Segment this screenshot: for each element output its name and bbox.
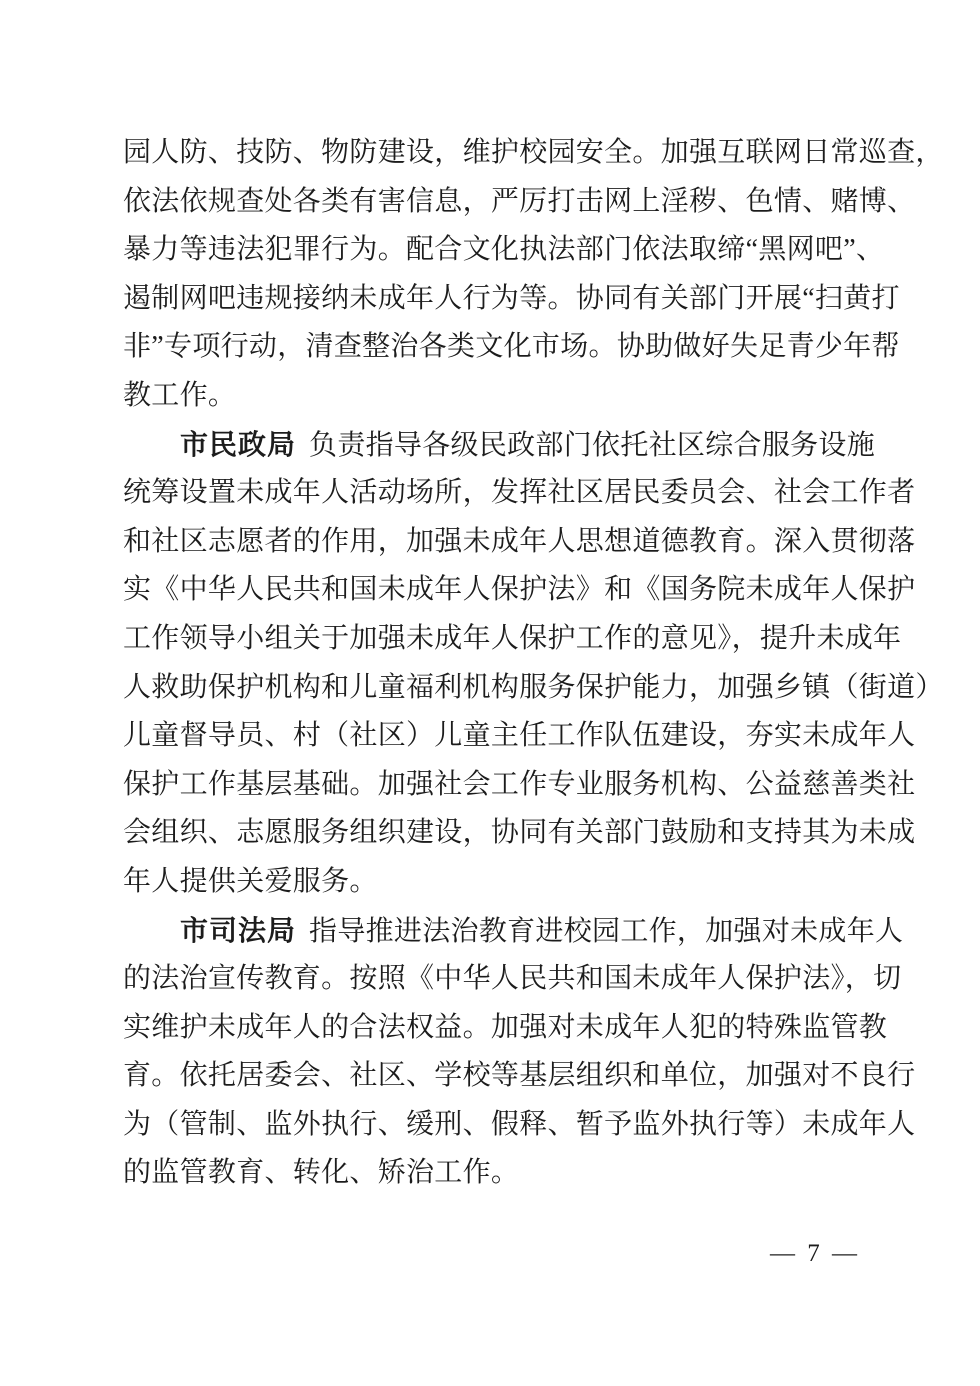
text-segment: 工作领导小组关于加强未成年人保护工作的意见》，提升未成年 [123,622,902,654]
text-line [123,1149,860,1198]
text-line [123,1004,888,1053]
text-segment: 人救助保护机构和儿童福利机构服务保护能力，加强乡镇（街道） [123,671,944,703]
text-segment: 非”专项行动，清查整治各类文化市场。协助做好失足青少年帮 [123,331,900,363]
text-segment: 的法治宣传教育。按照《中华人民共和国未成年人保护法》，切 [123,963,902,995]
text-line [123,421,876,470]
text-line [123,518,916,567]
text-segment: 实维护未成年人的合法权益。加强对未成年人犯的特殊监管教 [123,1011,888,1043]
text-block [123,129,944,1198]
text-line [123,955,902,1004]
text-line [123,615,902,664]
text-line [123,178,916,227]
text-segment: 会组织、志愿服务组织建设，协同有关部门鼓励和支持其为未成 [123,817,916,849]
text-line [123,323,900,372]
text-line [123,809,916,858]
text-segment: 遏制网吧违规接纳未成年人行为等。协同有关部门开展“扫黄打 [123,282,900,314]
text-line [123,129,944,178]
text-line [123,907,904,956]
text-segment: 教工作。 [123,379,237,411]
department-name: 市司法局 [180,914,297,946]
text-line [123,1052,916,1101]
text-line [123,566,916,615]
text-segment: 为（管制、监外执行、缓刑、假释、暂予监外执行等）未成年人 [123,1108,916,1140]
text-segment: 负责指导各级民政部门依托社区综合服务设施 [309,429,876,461]
text-segment: 统筹设置未成年人活动场所，发挥社区居民委员会、社会工作者 [123,477,916,509]
text-segment: 实《中华人民共和国未成年人保护法》和《国务院未成年人保护 [123,574,916,606]
text-line [123,469,916,518]
text-segment: 的监管教育、转化、矫治工作。 [123,1157,520,1189]
text-segment: 保护工作基层基础。加强社会工作专业服务机构、公益慈善类社 [123,768,916,800]
text-line [123,858,860,907]
text-line [123,226,885,275]
text-line [123,372,860,421]
text-line [123,712,916,761]
text-segment: 园人防、技防、物防建设，维护校园安全。加强互联网日常巡查， [123,137,944,168]
text-line [123,1101,916,1150]
text-segment: 年人提供关爱服务。 [123,865,378,897]
text-segment: 依法依规查处各类有害信息，严厉打击网上淫秽、色情、赌博、 [123,185,916,217]
text-segment: 育。依托居委会、社区、学校等基层组织和单位，加强对不良行 [123,1060,916,1092]
text-segment: 指导推进法治教育进校园工作，加强对未成年人 [309,915,904,947]
text-segment: 儿童督导员、村（社区）儿童主任工作队伍建设，夯实未成年人 [123,720,916,752]
page-number: — 7 — [770,1240,860,1267]
text-line [123,275,900,324]
text-line [123,761,916,810]
text-segment: 和社区志愿者的作用，加强未成年人思想道德教育。深入贯彻落 [123,525,916,557]
text-segment: 暴力等违法犯罪行为。配合文化执法部门依法取缔“黑网吧”、 [123,234,885,266]
department-name: 市民政局 [180,428,297,460]
text-line [123,664,944,713]
